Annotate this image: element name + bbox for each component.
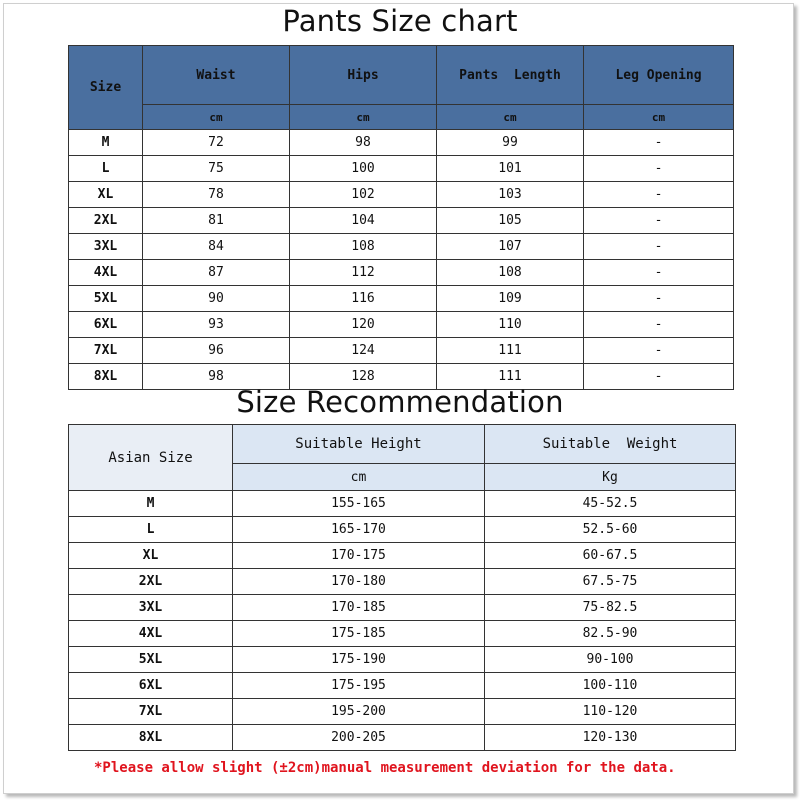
waist-cell: 72 — [143, 130, 290, 156]
leg-opening-cell: - — [584, 208, 734, 234]
table-row — [69, 621, 736, 647]
table-row — [69, 338, 734, 364]
table-row — [69, 130, 734, 156]
hips-cell: 102 — [290, 182, 437, 208]
asian-size-column-header: Asian Size — [69, 425, 233, 491]
size-recommendation-title: Size Recommendation — [236, 385, 564, 419]
leg-opening-cell: - — [584, 286, 734, 312]
waist-cell: 90 — [143, 286, 290, 312]
size-cell: XL — [69, 182, 143, 208]
height-cell: 175-190 — [233, 647, 485, 673]
leg-opening-cell: - — [584, 182, 734, 208]
size-cell: 4XL — [69, 260, 143, 286]
table-row — [69, 569, 736, 595]
height-cell: 165-170 — [233, 517, 485, 543]
height-cell: 175-195 — [233, 673, 485, 699]
hips-cell: 112 — [290, 260, 437, 286]
table-row — [69, 156, 734, 182]
pants-size-table — [68, 45, 734, 390]
table-row — [69, 260, 734, 286]
table-row — [69, 312, 734, 338]
weight-cell: 75-82.5 — [485, 595, 736, 621]
hips-cell: 100 — [290, 156, 437, 182]
table-row — [69, 543, 736, 569]
length-cell: 107 — [437, 234, 584, 260]
size-cell: 6XL — [69, 312, 143, 338]
hips-cell: 116 — [290, 286, 437, 312]
size-column-header: Size — [69, 46, 143, 130]
leg-opening-cell: - — [584, 156, 734, 182]
leg-opening-cell: - — [584, 130, 734, 156]
weight-unit: Kg — [485, 464, 736, 491]
weight-cell: 82.5-90 — [485, 621, 736, 647]
hips-cell: 120 — [290, 312, 437, 338]
length-cell: 109 — [437, 286, 584, 312]
leg-opening-cell: - — [584, 312, 734, 338]
waist-unit: cm — [143, 105, 290, 130]
size-cell: 3XL — [69, 234, 143, 260]
leg-opening-cell: - — [584, 260, 734, 286]
size-cell: 4XL — [69, 621, 233, 647]
weight-cell: 52.5-60 — [485, 517, 736, 543]
size-cell: L — [69, 156, 143, 182]
size-cell: 3XL — [69, 595, 233, 621]
hips-cell: 104 — [290, 208, 437, 234]
length-cell: 111 — [437, 338, 584, 364]
length-cell: 99 — [437, 130, 584, 156]
measurement-deviation-note: *Please allow slight (±2cm)manual measurement deviation for the data. — [94, 760, 676, 776]
size-cell: 2XL — [69, 208, 143, 234]
length-cell: 110 — [437, 312, 584, 338]
table-row — [69, 699, 736, 725]
waist-cell: 98 — [143, 364, 290, 390]
waist-cell: 75 — [143, 156, 290, 182]
length-cell: 111 — [437, 364, 584, 390]
length-cell: 105 — [437, 208, 584, 234]
waist-column-header: Waist — [143, 46, 290, 105]
size-recommendation-table — [68, 424, 736, 751]
hips-cell: 108 — [290, 234, 437, 260]
size-cell: L — [69, 517, 233, 543]
weight-cell: 90-100 — [485, 647, 736, 673]
size-cell: 7XL — [69, 699, 233, 725]
hips-cell: 128 — [290, 364, 437, 390]
hips-column-header: Hips — [290, 46, 437, 105]
hips-cell: 98 — [290, 130, 437, 156]
length-cell: 108 — [437, 260, 584, 286]
size-cell: XL — [69, 543, 233, 569]
weight-cell: 110-120 — [485, 699, 736, 725]
length-cell: 103 — [437, 182, 584, 208]
waist-cell: 81 — [143, 208, 290, 234]
leg-opening-cell: - — [584, 338, 734, 364]
table-row — [69, 673, 736, 699]
size-cell: 8XL — [69, 364, 143, 390]
height-cell: 155-165 — [233, 491, 485, 517]
weight-cell: 60-67.5 — [485, 543, 736, 569]
suitable-weight-column-header: Suitable Weight — [485, 425, 736, 464]
size-cell: 5XL — [69, 286, 143, 312]
height-cell: 195-200 — [233, 699, 485, 725]
table-row — [69, 234, 734, 260]
weight-cell: 100-110 — [485, 673, 736, 699]
height-unit: cm — [233, 464, 485, 491]
leg-opening-cell: - — [584, 234, 734, 260]
pants-size-chart-title: Pants Size chart — [282, 4, 518, 38]
table-row — [69, 595, 736, 621]
size-cell: 2XL — [69, 569, 233, 595]
size-cell: M — [69, 130, 143, 156]
height-cell: 175-185 — [233, 621, 485, 647]
size-cell: 8XL — [69, 725, 233, 751]
table-row — [69, 286, 734, 312]
leg-opening-column-header: Leg Opening — [584, 46, 734, 105]
size-cell: 7XL — [69, 338, 143, 364]
table-row — [69, 725, 736, 751]
hips-cell: 124 — [290, 338, 437, 364]
weight-cell: 45-52.5 — [485, 491, 736, 517]
table-row — [69, 208, 734, 234]
length-cell: 101 — [437, 156, 584, 182]
size-cell: 5XL — [69, 647, 233, 673]
weight-cell: 67.5-75 — [485, 569, 736, 595]
leg-opening-unit: cm — [584, 105, 734, 130]
leg-opening-cell: - — [584, 364, 734, 390]
table-row — [69, 182, 734, 208]
waist-cell: 87 — [143, 260, 290, 286]
table-row — [69, 491, 736, 517]
pants-length-unit: cm — [437, 105, 584, 130]
height-cell: 200-205 — [233, 725, 485, 751]
size-cell: 6XL — [69, 673, 233, 699]
height-cell: 170-175 — [233, 543, 485, 569]
waist-cell: 78 — [143, 182, 290, 208]
waist-cell: 96 — [143, 338, 290, 364]
height-cell: 170-185 — [233, 595, 485, 621]
weight-cell: 120-130 — [485, 725, 736, 751]
table-row — [69, 517, 736, 543]
table-row — [69, 647, 736, 673]
suitable-height-column-header: Suitable Height — [233, 425, 485, 464]
height-cell: 170-180 — [233, 569, 485, 595]
size-cell: M — [69, 491, 233, 517]
hips-unit: cm — [290, 105, 437, 130]
waist-cell: 84 — [143, 234, 290, 260]
waist-cell: 93 — [143, 312, 290, 338]
pants-length-column-header: Pants Length — [437, 46, 584, 105]
